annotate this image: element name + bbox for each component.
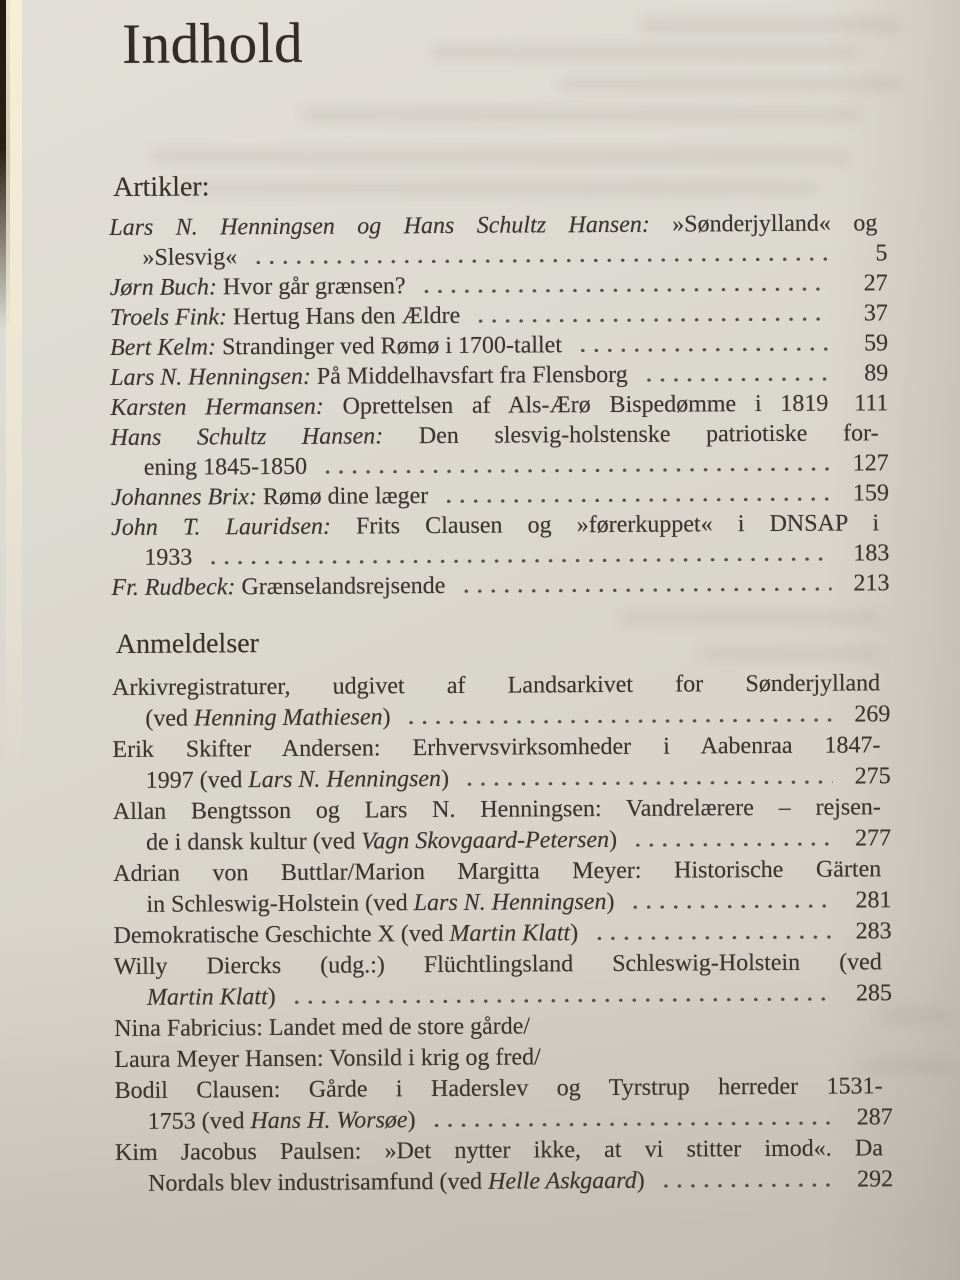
toc-line bbox=[114, 1009, 892, 1045]
entry-text bbox=[113, 854, 881, 890]
page-number: 183 bbox=[853, 539, 890, 567]
entry-author-italic: John T. Lauridsen: bbox=[111, 513, 332, 541]
dot-leader bbox=[204, 555, 831, 564]
toc-line bbox=[111, 568, 889, 603]
dot-leader bbox=[626, 902, 833, 908]
entry-title-text: Hertug Hans den Ældre bbox=[226, 302, 461, 330]
dot-leader bbox=[590, 933, 833, 939]
entry-list-anmeldelser bbox=[112, 668, 893, 1200]
entry-text bbox=[114, 947, 882, 983]
section-heading-artikler: Artikler: bbox=[112, 171, 210, 203]
entry-title-text: Laura Meyer Hansen: Vonsild i krig og fred/ bbox=[114, 1044, 541, 1073]
page-number: 287 bbox=[856, 1103, 893, 1131]
entry-author-italic: Lars N. Henningsen bbox=[248, 765, 442, 793]
page-number: 37 bbox=[863, 299, 888, 327]
entry-author-italic: Bert Kelm: bbox=[109, 334, 217, 361]
entry-text bbox=[110, 301, 461, 333]
entry-author-italic: Vagn Skovgaard-Petersen bbox=[361, 826, 610, 855]
entry-text bbox=[111, 542, 192, 572]
entry-text bbox=[111, 451, 307, 482]
page-number: 111 bbox=[854, 389, 889, 417]
toc-line bbox=[111, 508, 889, 543]
entry-title-text: Oprettelsen af Als-Ærø Bispedømme i 1819 bbox=[323, 390, 829, 420]
entry-text bbox=[111, 481, 428, 513]
entry-title-text: ) bbox=[606, 888, 615, 915]
entry-author-italic: Hans H. Worsøe bbox=[250, 1106, 408, 1134]
entry-text bbox=[110, 271, 406, 303]
toc-line bbox=[111, 448, 889, 483]
dot-leader bbox=[288, 995, 834, 1003]
toc-line bbox=[113, 761, 891, 797]
page-number: 275 bbox=[854, 762, 891, 790]
dot-leader bbox=[418, 285, 830, 293]
page-number: 127 bbox=[852, 449, 889, 477]
page-number: 89 bbox=[864, 359, 889, 387]
entry-title-text: de i dansk kultur (ved bbox=[145, 828, 362, 856]
entry-title-text: 1753 (ved bbox=[147, 1107, 251, 1135]
entry-text bbox=[110, 330, 562, 363]
toc-line bbox=[112, 730, 890, 766]
page-number: 5 bbox=[875, 239, 888, 267]
page-number: 285 bbox=[855, 979, 893, 1007]
dot-leader bbox=[472, 315, 830, 322]
entry-author-italic: Fr. Rudbeck: bbox=[111, 573, 236, 601]
page-number: 27 bbox=[863, 269, 888, 297]
entry-title-text: Nina Fabricius: Landet med de store gårde/ bbox=[114, 1013, 531, 1042]
entry-text bbox=[112, 730, 880, 766]
toc-line bbox=[115, 1102, 893, 1138]
page-number: 213 bbox=[853, 569, 890, 597]
table-of-contents bbox=[108, 9, 893, 1199]
section-artikler bbox=[109, 168, 890, 603]
entry-title-text: ) bbox=[267, 983, 276, 1010]
entry-author-italic: Lars N. Henningsen bbox=[413, 888, 607, 916]
entry-title-text: (ved bbox=[145, 705, 195, 732]
entry-title-text: 1933 bbox=[144, 544, 193, 571]
toc-line bbox=[113, 854, 891, 890]
entry-text bbox=[114, 1042, 541, 1076]
entry-title-text: 1997 (ved bbox=[145, 766, 249, 794]
toc-line bbox=[114, 1040, 892, 1076]
page-number: 269 bbox=[854, 700, 891, 728]
toc-line bbox=[113, 792, 891, 828]
entry-title-text: in Schleswig-Holstein (ved bbox=[146, 889, 414, 918]
toc-line bbox=[111, 478, 889, 513]
entry-text bbox=[114, 918, 579, 952]
entry-author-italic: Jørn Buch: bbox=[109, 274, 218, 301]
entry-title-text: Grænselandsrejsende bbox=[235, 572, 446, 600]
entry-text bbox=[114, 982, 276, 1014]
entry-text bbox=[112, 702, 390, 735]
page-title: Indhold bbox=[121, 11, 304, 76]
entry-title-text: Frits Clausen og »førerkuppet« i DNSAP i bbox=[330, 509, 880, 540]
entry-list-artikler bbox=[109, 208, 889, 603]
entry-title-text: ) bbox=[636, 1167, 645, 1194]
section-anmeldelser bbox=[112, 625, 893, 1200]
entry-text bbox=[113, 887, 614, 921]
toc-line bbox=[110, 298, 888, 333]
entry-title-text: Strandinger ved Rømø i 1700-tallet bbox=[215, 331, 563, 361]
entry-title-text: Adrian von Buttlar/Marion Margitta Meyer: Historische Gärten bbox=[113, 855, 882, 887]
dot-leader bbox=[249, 255, 829, 264]
toc-line bbox=[110, 388, 888, 423]
dot-leader bbox=[629, 840, 833, 846]
page-number: 277 bbox=[854, 824, 892, 852]
toc-line bbox=[112, 668, 890, 704]
entry-author-italic: Lars N. Henningsen og Hans Schultz Hansen: bbox=[109, 211, 650, 241]
entry-text bbox=[112, 668, 880, 704]
entry-title-text: Arkivregistraturer, udgivet af Landsarkivet for Sønderjylland bbox=[112, 669, 881, 701]
entry-author-italic: Karsten Hermansen: bbox=[110, 393, 324, 421]
toc-line bbox=[109, 208, 887, 243]
entry-title-text: »Slesvig« bbox=[142, 243, 238, 271]
page-edge-highlight bbox=[6, 0, 22, 794]
entry-author-italic: Henning Mathiesen bbox=[193, 704, 383, 732]
entry-title-text: Rømø dine læger bbox=[256, 482, 429, 510]
entry-text bbox=[113, 792, 881, 828]
toc-line bbox=[115, 1164, 893, 1200]
dot-leader bbox=[440, 495, 831, 502]
toc-line bbox=[110, 328, 888, 363]
entry-text bbox=[115, 1165, 645, 1199]
toc-line bbox=[112, 699, 890, 735]
dot-leader bbox=[574, 345, 830, 352]
page-number: 159 bbox=[852, 479, 890, 507]
page-number: 283 bbox=[855, 917, 892, 945]
toc-line bbox=[114, 1071, 892, 1107]
entry-title-text: Erik Skifter Andersen: Erhvervsvirksomheder i Aabenraa 1847- bbox=[112, 731, 881, 763]
entry-title-text: Bodil Clausen: Gårde i Haderslev og Tyrstrup herreder 1531- bbox=[114, 1072, 883, 1104]
entry-title-text: Kim Jacobus Paulsen: »Det nytter ikke, at vi stitter imod«. Da bbox=[114, 1134, 884, 1166]
toc-line bbox=[113, 885, 891, 921]
entry-author-italic: Helle Askgaard bbox=[487, 1167, 637, 1195]
entry-title-text: ) bbox=[608, 826, 618, 853]
dot-leader bbox=[640, 375, 831, 381]
dot-leader bbox=[657, 1181, 835, 1187]
dot-leader bbox=[461, 778, 833, 785]
entry-author-italic: Hans Schultz Hansen: bbox=[110, 423, 384, 451]
entry-title-text: »Sønderjylland« og bbox=[649, 209, 878, 238]
entry-text bbox=[109, 208, 877, 243]
entry-title-text: ) bbox=[407, 1106, 416, 1133]
entry-title-text: Willy Diercks (udg.:) Flüchtlingsland Schleswig-Holstein (ved bbox=[113, 948, 882, 980]
page-number: 281 bbox=[855, 886, 892, 914]
entry-title-text: Nordals blev industrisamfund (ved bbox=[148, 1168, 489, 1197]
entry-author-italic: Troels Fink: bbox=[109, 303, 228, 331]
entry-title-text: På Middelhavsfart fra Flensborg bbox=[310, 361, 628, 390]
entry-text bbox=[113, 764, 450, 797]
entry-title-text: ) bbox=[570, 919, 579, 946]
entry-text bbox=[115, 1133, 883, 1169]
toc-line bbox=[113, 823, 891, 859]
entry-text bbox=[109, 242, 237, 273]
entry-author-italic: Johannes Brix: bbox=[110, 483, 258, 511]
toc-line bbox=[114, 947, 892, 983]
dot-leader bbox=[428, 1119, 835, 1126]
toc-line bbox=[115, 1133, 893, 1169]
entry-title-text: ) bbox=[440, 765, 450, 792]
dot-leader bbox=[319, 465, 831, 473]
entry-title-text: ening 1845-1850 bbox=[143, 453, 308, 481]
toc-line bbox=[114, 978, 892, 1014]
entry-title-text: ) bbox=[382, 703, 391, 731]
entry-text bbox=[111, 571, 445, 603]
entry-title-text: Allan Bengtsson og Lars N. Henningsen: Vandrelærere – rejsen- bbox=[112, 793, 881, 825]
toc-line bbox=[114, 916, 892, 952]
toc-line bbox=[110, 268, 888, 303]
page-number: 292 bbox=[857, 1165, 894, 1193]
entry-text bbox=[110, 388, 828, 422]
entry-text bbox=[111, 508, 879, 543]
entry-text bbox=[114, 1011, 530, 1045]
dot-leader bbox=[403, 716, 833, 724]
entry-author-italic: Martin Klatt bbox=[449, 919, 571, 947]
toc-line bbox=[109, 238, 887, 273]
toc-line bbox=[110, 418, 888, 453]
entry-text bbox=[110, 418, 878, 453]
entry-author-italic: Lars N. Henningsen: bbox=[110, 363, 311, 391]
page-number: 59 bbox=[863, 329, 889, 357]
entry-text bbox=[110, 360, 628, 393]
entry-author-italic: Martin Klatt bbox=[146, 983, 268, 1011]
entry-title-text: Den slesvig-holstenske patriotiske for- bbox=[383, 419, 879, 450]
entry-text bbox=[114, 1071, 882, 1107]
toc-line bbox=[111, 538, 889, 573]
entry-text bbox=[115, 1105, 416, 1138]
section-heading-anmeldelser: Anmeldelser bbox=[115, 627, 260, 660]
dot-leader bbox=[457, 585, 831, 592]
entry-title-text: Hvor går grænsen? bbox=[216, 272, 406, 301]
toc-line bbox=[110, 358, 888, 393]
entry-text bbox=[113, 825, 617, 859]
entry-title-text: Demokratische Geschichte X (ved bbox=[113, 920, 450, 949]
